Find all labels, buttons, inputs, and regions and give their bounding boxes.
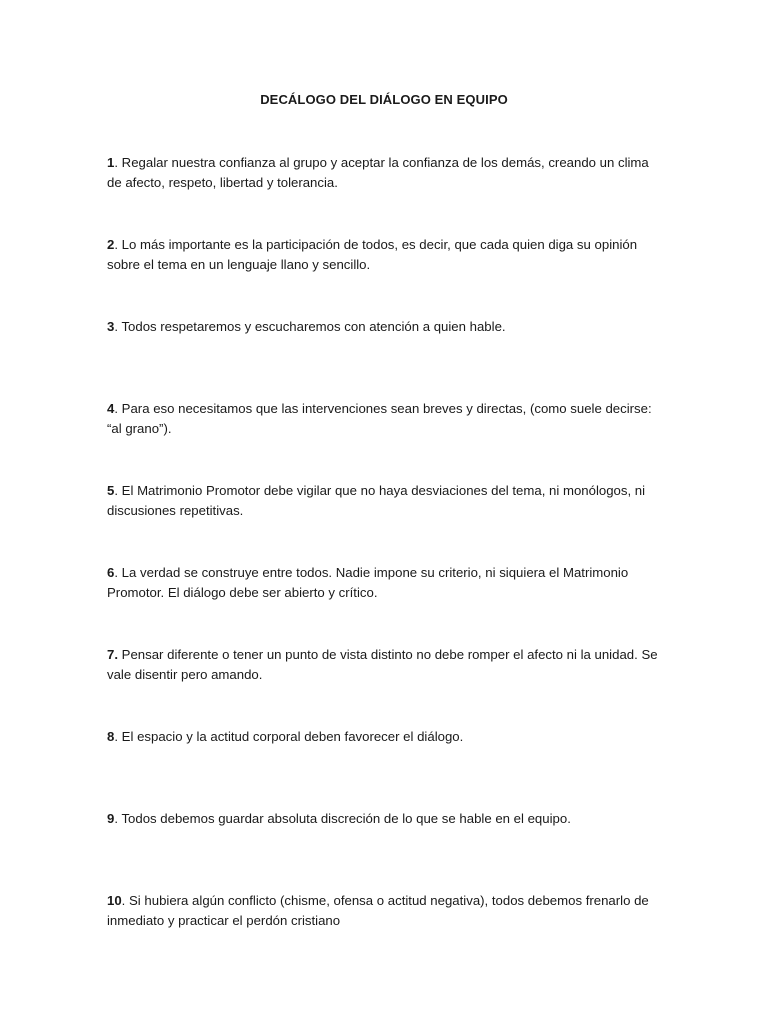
item-number: 4 [107,401,115,416]
item-text: Lo más importante es la participación de todos, es decir, que cada quien diga su opinión sobre el tema en un lenguaje llano y sencillo. [107,237,638,272]
list-item [107,399,667,481]
item-number: 10 [107,893,122,908]
list-item [107,481,667,563]
item-number-suffix: . [114,237,119,252]
item-number-suffix: . [114,565,119,580]
list-item [107,645,667,727]
item-number: 7. [107,647,118,662]
list-item [107,891,667,973]
list-item [107,153,667,235]
item-text: Todos debemos guardar absoluta discreción de lo que se hable en el equipo. [118,811,571,826]
item-number-suffix: . [114,155,119,170]
item-number: 6 [107,565,115,580]
item-number: 9 [107,811,115,826]
item-number: 5 [107,483,115,498]
item-text: El Matrimonio Promotor debe vigilar que no haya desviaciones del tema, ni monólogos, ni discusiones repetitivas. [107,483,646,518]
item-number: 8 [107,729,115,744]
item-text: Pensar diferente o tener un punto de vista distinto no debe romper el afecto ni la unidad. Se vale disentir pero amando. [107,647,658,682]
list-item [107,563,667,645]
item-number-suffix: . [114,319,119,334]
list-item [107,235,667,317]
item-number-suffix: . [114,811,119,826]
item-text: Para eso necesitamos que las intervenciones sean breves y directas, (como suele decirse: “al grano”). [107,401,652,436]
decalogue-list [107,153,667,973]
item-number: 2 [107,237,115,252]
document-title: DECÁLOGO DEL DIÁLOGO EN EQUIPO [260,92,508,107]
item-number-suffix: . [121,893,126,908]
item-number: 1 [107,155,115,170]
list-item [107,727,667,809]
item-number: 3 [107,319,115,334]
item-text: El espacio y la actitud corporal deben favorecer el diálogo. [118,729,464,744]
list-item [107,317,667,399]
item-number-suffix: . [114,483,119,498]
item-text: Si hubiera algún conflicto (chisme, ofensa o actitud negativa), todos debemos frenarlo de inmediato y practicar el perdón cristiano [107,893,649,928]
item-number-suffix: . [114,729,119,744]
list-item [107,809,667,891]
item-text: Todos respetaremos y escucharemos con atención a quien hable. [118,319,506,334]
item-number-suffix: . [114,401,119,416]
item-text: La verdad se construye entre todos. Nadie impone su criterio, ni siquiera el Matrimonio Promotor. El diálogo debe ser abierto y crítico. [107,565,629,600]
item-text: Regalar nuestra confianza al grupo y aceptar la confianza de los demás, creando un clima de afecto, respeto, libertad y tolerancia. [107,155,649,190]
